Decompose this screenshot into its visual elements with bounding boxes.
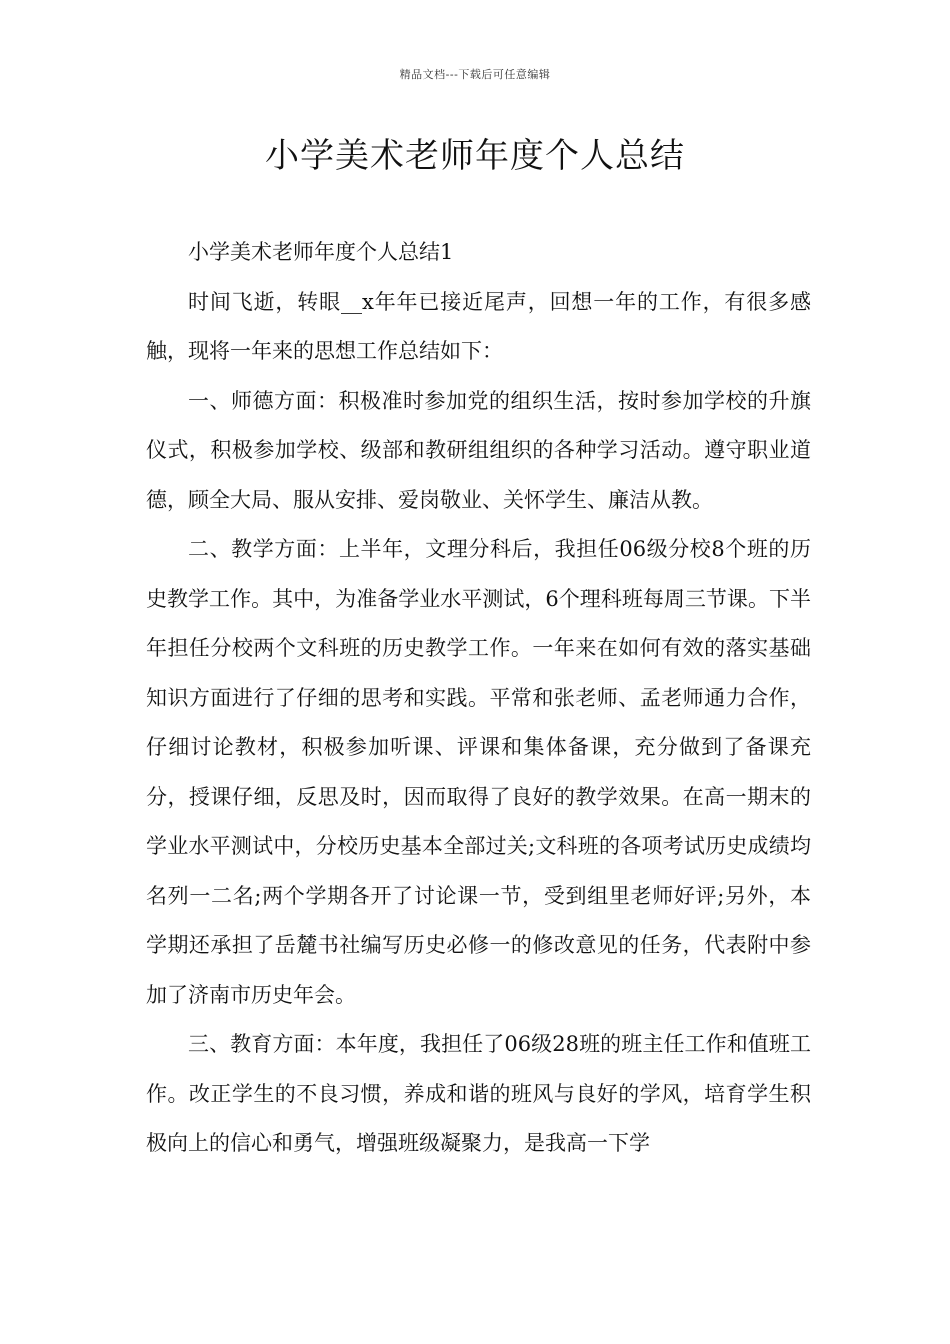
education-paragraph: 三、教育方面：本年度，我担任了06级28班的班主任工作和值班工作。改正学生的不良习惯，养成和谐的班风与良好的学风，培育学生积极向上的信心和勇气，增强班级凝聚力，是我高一下学 (146, 1032, 811, 1155)
document-body (146, 228, 811, 1169)
teaching-paragraph: 二、教学方面：上半年，文理分科后，我担任06级分校8个班的历史教学工作。其中，为准备学业水平测试，6个理科班每周三节课。下半年担任分校两个文科班的历史教学工作。一年来在如何有效的落实基础知识方面进行了仔细的思考和实践。平常和张老师、孟老师通力合作，仔细讨论教材，积极参加听课、评课和集体备课，充分做到了备课充分，授课仔细，反思及时，因而取得了良好的教学效果。在高一期末的学业水平测试中，分校历史基本全部过关;文科班的各项考试历史成绩均名列一二名;两个学期各开了讨论课一节，受到组里老师好评;另外，本学期还承担了岳麓书社编写历史必修一的修改意见的任务，代表附中参加了济南市历史年会。 (146, 537, 811, 1007)
header-note: 精品文档---下载后可任意编辑 (399, 68, 551, 81)
intro-paragraph: 时间飞逝，转眼__x年年已接近尾声，回想一年的工作，有很多感触，现将一年来的思想工作总结如下： (146, 289, 811, 363)
subtitle-paragraph: 小学美术老师年度个人总结1 (188, 240, 454, 264)
document-title: 小学美术老师年度个人总结 (265, 136, 685, 176)
ethics-paragraph: 一、师德方面：积极准时参加党的组织生活，按时参加学校的升旗仪式，积极参加学校、级部和教研组组织的各种学习活动。遵守职业道德，顾全大局、服从安排、爱岗敬业、关怀学生、廉洁从教。 (146, 388, 811, 512)
